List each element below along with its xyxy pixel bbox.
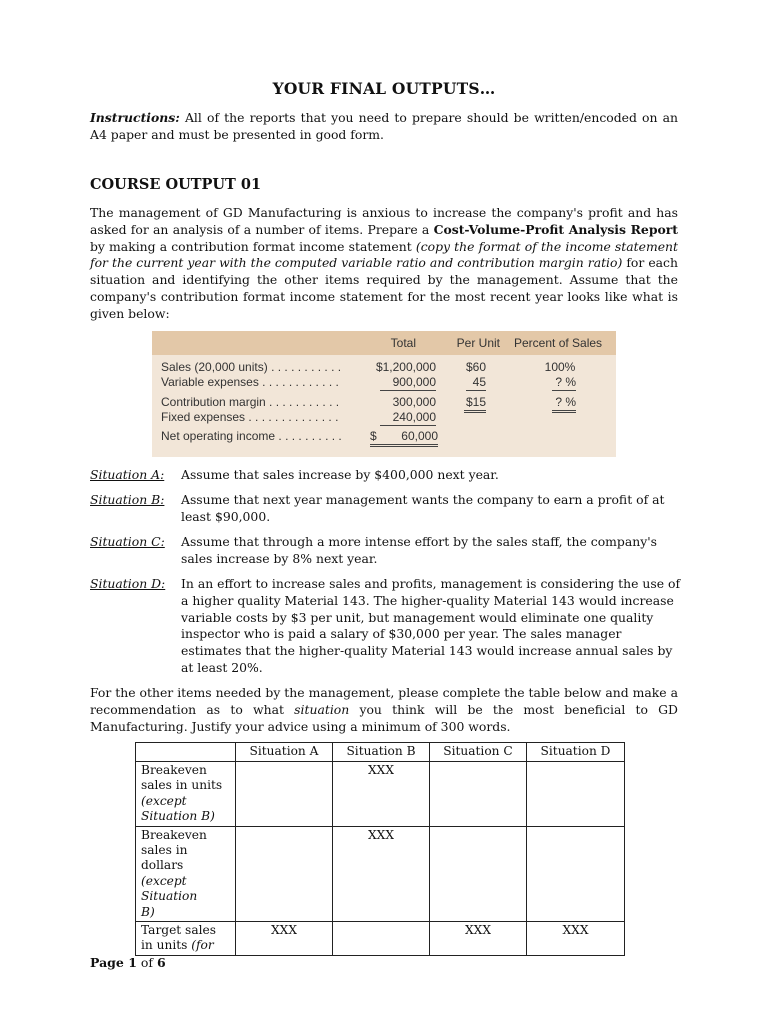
row-noi-label: Net operating income . . . . . . . . . .	[161, 429, 342, 443]
row-note: (except Situation B)	[141, 793, 215, 824]
row-label-cell	[136, 922, 236, 956]
table-cell[interactable]: XXX	[333, 762, 430, 827]
table-cell[interactable]	[430, 826, 527, 921]
situation-b-label: Situation B:	[90, 492, 165, 507]
situation-a-label: Situation A:	[90, 467, 165, 482]
row-cm-label: Contribution margin . . . . . . . . . . .	[161, 395, 340, 409]
situation-c-label: Situation C:	[90, 534, 165, 549]
table-row	[136, 826, 625, 921]
page-footer	[90, 955, 166, 972]
row-sales-total: $1,200,000	[375, 360, 436, 374]
row-note: (except Situation B)	[141, 873, 198, 919]
column-header: Situation A	[236, 743, 333, 762]
row-label: Breakeven sales in units	[141, 763, 223, 793]
table-row	[136, 922, 625, 956]
row-note: (for	[191, 938, 214, 953]
instructions	[90, 110, 678, 144]
row-noi-value	[370, 429, 438, 447]
situation-d-label: Situation D:	[90, 576, 166, 591]
report-name: Cost-Volume-Profit Analysis Report	[433, 221, 678, 237]
row-label: Target sales in units	[141, 923, 216, 953]
row-cm-unit: $15	[464, 395, 486, 413]
row-variable-total: 900,000	[380, 375, 436, 391]
header-per-unit: Per Unit	[456, 336, 500, 350]
situation-a-text: Assume that sales increase by $400,000 next year.	[181, 467, 499, 482]
table-cell[interactable]: XXX	[430, 922, 527, 956]
header-percent: Percent of Sales	[514, 336, 603, 350]
table-cell[interactable]	[236, 826, 333, 921]
row-variable-unit: 45	[466, 375, 486, 391]
row-fixed-total: 240,000	[380, 410, 436, 426]
intro-text-3: for each situation and identifying the other items required by the management. Assume that the company's contribution format income statement for the most recent year looks like what is given below:	[90, 255, 678, 321]
section-heading: COURSE OUTPUT 01	[90, 176, 262, 193]
intro-italic: (copy the format of the income statement for the current year with the computed variable ratio and contribution margin ratio)	[90, 238, 678, 271]
footer-page: 1	[128, 955, 137, 970]
page-title: YOUR FINAL OUTPUTS…	[272, 79, 496, 98]
closing-paragraph	[90, 685, 678, 735]
income-statement	[152, 331, 616, 457]
footer-prefix: Page	[90, 955, 129, 970]
row-sales-pct: 100%	[544, 360, 576, 374]
closing-text-2: you think will be the most beneficial to GD Manufacturing. Justify your advice using a minimum of 300 words.	[90, 701, 678, 734]
table-cell[interactable]: XXX	[333, 826, 430, 921]
row-sales-unit: $60	[465, 360, 486, 374]
situation-d-text: In an effort to increase sales and profits, management is considering the use of a higher quality Material 143. The higher-quality Material 143 would increase variable costs by $3 per unit, but management would eliminate one quality inspector who is paid a salary of $30,000 per year. The sales manager estimates that the higher-quality Material 143 would increase annual sales by at least 20%.	[181, 576, 681, 675]
table-cell[interactable]	[236, 762, 333, 827]
table-corner-cell	[136, 743, 236, 762]
table-cell[interactable]	[333, 922, 430, 956]
footer-total: 6	[157, 955, 166, 970]
table-cell[interactable]	[527, 826, 625, 921]
column-header: Situation D	[527, 743, 625, 762]
row-fixed-label: Fixed expenses . . . . . . . . . . . . . .	[161, 410, 339, 424]
closing-text-1: For the other items needed by the management, please complete the table below and make a recommendation as to what	[90, 685, 678, 717]
row-sales-label: Sales (20,000 units) . . . . . . . . . . .	[161, 360, 342, 374]
row-cm-pct: ? %	[552, 395, 576, 413]
row-noi-currency: $	[370, 429, 377, 443]
row-label-cell	[136, 826, 236, 921]
table-row	[136, 762, 625, 827]
table-cell[interactable]	[527, 762, 625, 827]
table-cell[interactable]: XXX	[527, 922, 625, 956]
column-header: Situation B	[333, 743, 430, 762]
column-header: Situation C	[430, 743, 527, 762]
row-label: Breakeven sales in dollars	[141, 827, 207, 873]
row-cm-total: 300,000	[392, 395, 436, 409]
analysis-table	[135, 742, 625, 956]
row-variable-pct: ? %	[552, 375, 576, 391]
row-label-cell	[136, 762, 236, 827]
closing-italic: situation	[294, 701, 350, 717]
table-cell[interactable]: XXX	[236, 922, 333, 956]
header-total: Total	[390, 336, 416, 350]
situation-c-text: Assume that through a more intense effort by the sales staff, the company's sales increase by 8% next year.	[181, 534, 657, 566]
intro-text-2: by making a contribution format income statement	[90, 238, 416, 254]
row-variable-label: Variable expenses . . . . . . . . . . . .	[161, 375, 339, 389]
instructions-text: All of the reports that you need to prepare should be written/encoded on an A4 paper and must be presented in good form.	[90, 110, 678, 142]
intro-text-1: The management of GD Manufacturing is anxious to increase the company's profit and has asked for an analysis of a number of items. Prepare a	[90, 205, 678, 237]
row-noi-total: 60,000	[401, 429, 438, 443]
table-header-row	[136, 743, 625, 762]
instructions-label: Instructions:	[90, 110, 180, 125]
situation-b-text: Assume that next year management wants the company to earn a profit of at least $90,000.	[181, 492, 665, 524]
table-cell[interactable]	[430, 762, 527, 827]
footer-mid: of	[136, 955, 158, 970]
intro-paragraph	[90, 205, 678, 323]
